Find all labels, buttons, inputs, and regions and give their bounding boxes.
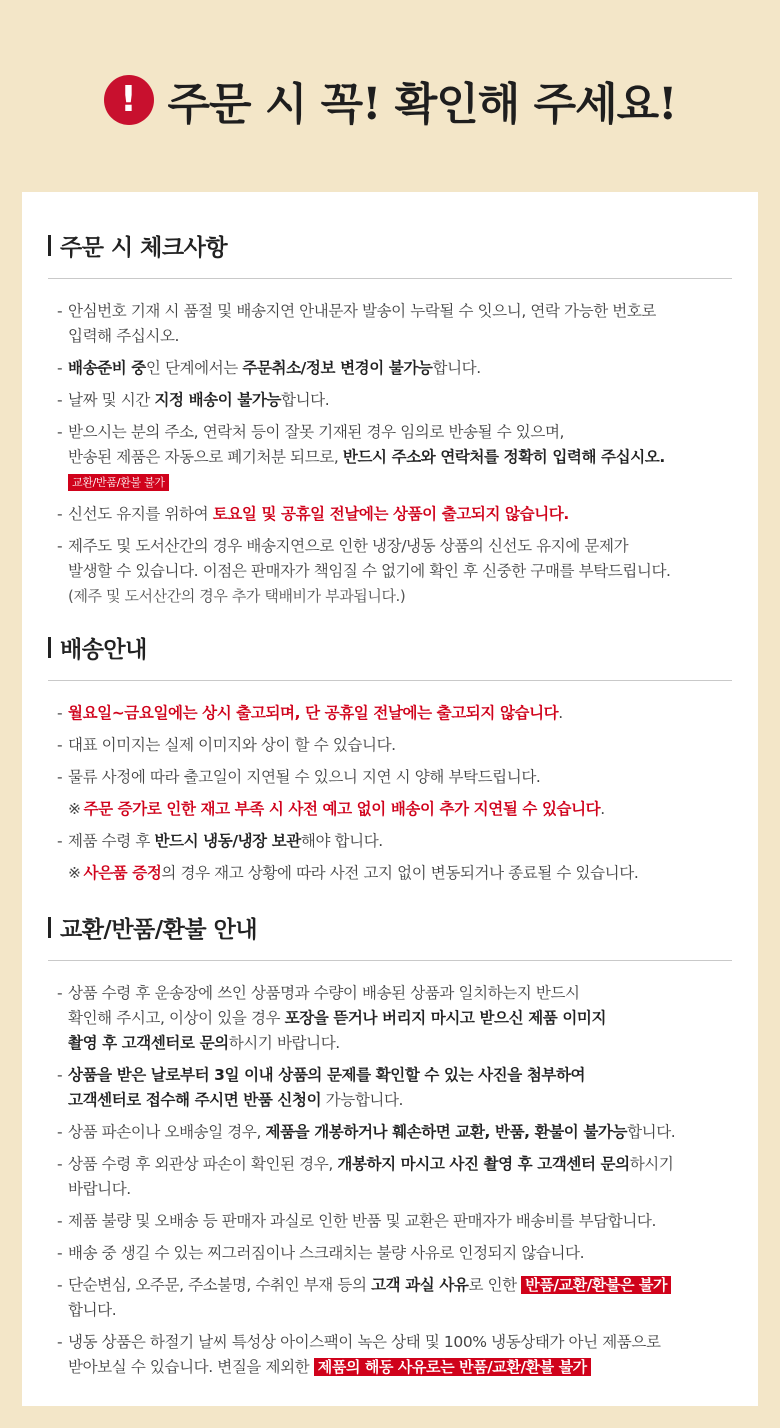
list-item: - 상품 수령 후 외관상 파손이 확인된 경우, 개봉하지 마시고 사진 촬영 후 고객센터 문의하시기 바랍니다.	[57, 1155, 674, 1198]
no-refund-badge: 교환/반품/환불 불가	[68, 474, 169, 491]
list-item: - 단순변심, 오주문, 주소불명, 수취인 부재 등의 고객 과실 사유로 인한 반품/교환/환불은 불가 합니다.	[57, 1273, 732, 1323]
divider	[48, 278, 732, 279]
delivery-list	[48, 701, 732, 886]
list-item: - 안심번호 기재 시 품절 및 배송지연 안내문자 발송이 누락될 수 잇으니, 연락 가능한 번호로 입력해 주십시오.	[57, 302, 657, 345]
return-list	[48, 981, 732, 1380]
title-bar	[48, 917, 51, 938]
page-header	[0, 62, 780, 138]
list-item: - 받으시는 분의 주소, 연락처 등이 잘못 기재된 경우 임의로 반송될 수 있으며, 반송된 제품은 자동으로 폐기처분 되므로, 반드시 주소와 연락처를 정확히 입력해 주십시오. 교환/반품/환불 불가	[57, 423, 665, 489]
list-item: - 냉동 상품은 하절기 날씨 특성상 아이스팩이 녹은 상태 및 100% 냉동상태가 아닌 제품으로 받아보실 수 있습니다. 변질을 제외한 제품의 해동 사유로는 반품/교환/환불 불가	[57, 1333, 661, 1376]
section-title: 교환/반품/환불 안내	[48, 910, 732, 944]
title-bar	[48, 637, 51, 658]
list-item: - 상품 파손이나 오배송일 경우, 제품을 개봉하거나 훼손하면 교환, 반품, 환불이 불가능합니다.	[57, 1123, 676, 1141]
section-title: 배송안내	[48, 630, 732, 664]
list-item: - 제주도 및 도서산간의 경우 배송지연으로 인한 냉장/냉동 상품의 신선도 유지에 문제가 발생할 수 있습니다. 이점은 판매자가 책임질 수 없기에 확인 후 신중한 구매를 부탁드립니다. (제주 및 도서산간의 경우 추가 택배비가 부과됩니다.)	[57, 537, 671, 605]
section-delivery-info	[48, 630, 732, 893]
no-refund-highlight: 제품의 해동 사유로는 반품/교환/환불 불가	[314, 1358, 591, 1376]
section-return-info	[48, 910, 732, 1387]
list-item: - 월요일~금요일에는 상시 출고되며, 단 공휴일 전날에는 출고되지 않습니다.	[57, 704, 563, 722]
list-item: - 상품을 받은 날로부터 3일 이내 상품의 문제를 확인할 수 있는 사진을 첨부하여 고객센터로 접수해 주시면 반품 신청이 가능합니다.	[57, 1066, 586, 1109]
notice-card	[22, 192, 758, 1406]
divider	[48, 960, 732, 961]
exclamation-icon: !	[104, 75, 154, 125]
divider	[48, 680, 732, 681]
title-bar	[48, 235, 51, 256]
list-item: - 물류 사정에 따라 출고일이 지연될 수 있으니 지연 시 양해 부탁드립니다.	[57, 768, 541, 786]
note-item: ※ 사은품 증정의 경우 재고 상황에 따라 사전 고지 없이 변동되거나 종료될 수 있습니다.	[68, 864, 639, 882]
list-item: - 제품 수령 후 반드시 냉동/냉장 보관해야 합니다.	[57, 832, 383, 850]
section-title: 주문 시 체크사항	[48, 228, 732, 262]
list-item: - 상품 수령 후 운송장에 쓰인 상품명과 수량이 배송된 상품과 일치하는지 반드시 확인해 주시고, 이상이 있을 경우 포장을 뜯거나 버리지 마시고 받으신 제품 이미지 촬영 후 고객센터로 문의하시기 바랍니다.	[57, 984, 607, 1052]
list-item: - 배송 중 생길 수 있는 찌그러짐이나 스크래치는 불량 사유로 인정되지 않습니다.	[57, 1244, 585, 1262]
no-refund-highlight: 반품/교환/환불은 불가	[521, 1276, 671, 1294]
list-item: - 대표 이미지는 실제 이미지와 상이 할 수 있습니다.	[57, 736, 396, 754]
list-item: - 배송준비 중인 단계에서는 주문취소/정보 변경이 불가능합니다.	[57, 359, 481, 377]
note-item: ※ 주문 증가로 인한 재고 부족 시 사전 예고 없이 배송이 추가 지연될 수 있습니다.	[68, 800, 605, 818]
page-title: 주문 시 꼭! 확인해 주세요!	[167, 79, 677, 130]
list-item: - 날짜 및 시간 지정 배송이 불가능합니다.	[57, 391, 330, 409]
section-order-checklist	[48, 228, 732, 616]
list-item: - 제품 불량 및 오배송 등 판매자 과실로 인한 반품 및 교환은 판매자가 배송비를 부담합니다.	[57, 1212, 657, 1230]
list-item: - 신선도 유지를 위하여 토요일 및 공휴일 전날에는 상품이 출고되지 않습니다.	[57, 505, 569, 523]
checklist	[48, 299, 732, 609]
